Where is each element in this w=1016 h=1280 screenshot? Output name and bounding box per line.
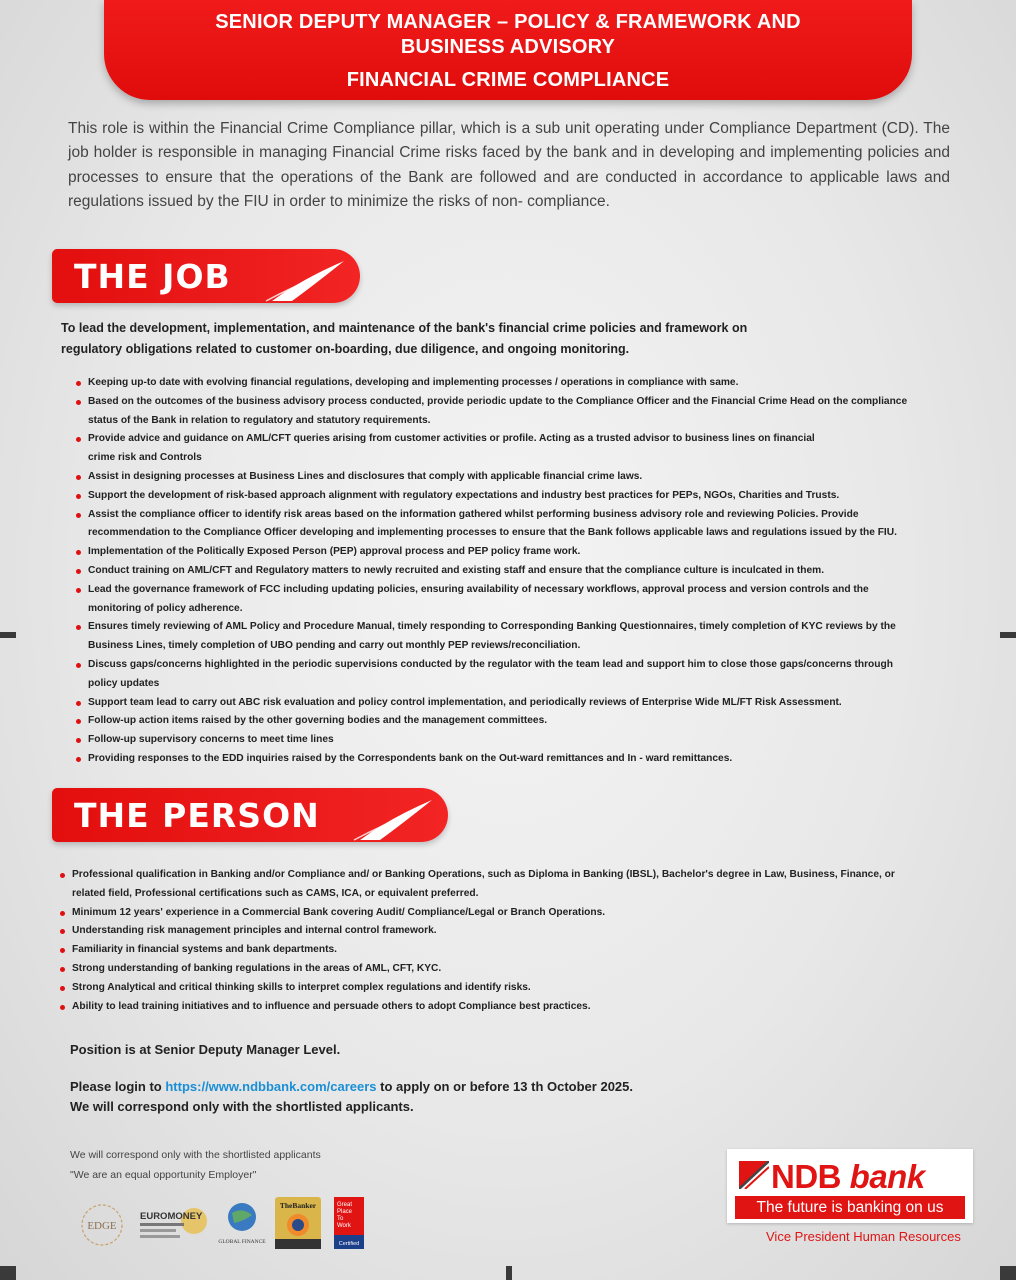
small-notes: [70, 1145, 321, 1185]
the-job-heading: THE JOB: [74, 257, 231, 296]
header-banner: [104, 0, 912, 100]
department-title: FINANCIAL CRIME COMPLIANCE: [346, 69, 670, 91]
list-item: [76, 374, 956, 393]
list-item-line: Provide advice and guidance on AML/CFT queries arising from customer activities or profile. Acting as a trusted advisor to business lines on financial: [88, 433, 815, 445]
the-banker-text: TheBanker: [279, 1201, 317, 1210]
the-person-banner: [52, 788, 448, 842]
great-place-to-work-logo: [332, 1195, 366, 1251]
job-responsibilities-list: [76, 374, 956, 769]
list-item-line: Conduct training on AML/CFT and Regulatory matters to newly recruited and existing staff and ensure that the compliance culture is inculcated in them.: [88, 564, 825, 576]
global-finance-text: GLOBAL FINANCE: [218, 1239, 266, 1245]
the-person-heading: THE PERSON: [74, 796, 320, 835]
ndb-name-part2: bank: [841, 1158, 925, 1195]
shortlist-notice: We will correspond only with the shortlisted applicants.: [70, 1099, 414, 1114]
list-item: [60, 922, 950, 941]
ndb-tagline: The future is banking on us: [735, 1196, 965, 1219]
list-item-line: recommendation to the Compliance Officer developing and implementing processes to ensure that the Bank follows applicable laws and regulations issued by the FIU.: [88, 527, 897, 539]
list-item-line: Discuss gaps/concerns highlighted in the periodic supervisions conducted by the regulator with the team lead and support him to close those gaps/concerns through: [88, 658, 893, 670]
job-lead-line1: To lead the development, implementation, and maintenance of the bank's financial crime policies and framework on: [61, 321, 748, 335]
list-item: [76, 393, 956, 431]
list-item-line: Strong understanding of banking regulations in the areas of AML, CFT, KYC.: [72, 962, 442, 974]
euromoney-award-text: EUROMONEY: [140, 1211, 203, 1222]
job-title-line2: BUSINESS ADVISORY: [400, 36, 616, 58]
list-item: [60, 866, 950, 904]
shortlist-note: We will correspond only with the shortlisted applicants: [70, 1149, 321, 1161]
list-item: [76, 731, 956, 750]
list-item-line: policy updates: [88, 677, 160, 689]
list-item: [76, 712, 956, 731]
frame-gap-bottom: [0, 1266, 16, 1280]
list-item-line: crime risk and Controls: [88, 452, 202, 464]
list-item-line: Lead the governance framework of FCC including updating policies, ensuring availability of necessary workflows, approval process and version controls and the: [88, 583, 869, 595]
list-item: [76, 543, 956, 562]
frame-gap-left: [0, 632, 16, 638]
list-item-line: Assist the compliance officer to identify risk areas based on the information gathered whilst performing business advisory role and reviewing Policies. Provide: [88, 508, 859, 520]
apply-suffix: to apply on or before 13 th October 2025.: [376, 1079, 633, 1094]
list-item-line: Minimum 12 years' experience in a Commercial Bank covering Audit/ Compliance/Legal or Branch Operations.: [72, 906, 606, 918]
list-item-line: Ensures timely reviewing of AML Policy and Procedure Manual, timely responding to Corresponding Banking Questionnaires, timely completion of KYC reviews by the: [88, 621, 896, 633]
gptw-line2: Place: [337, 1209, 353, 1215]
equal-opportunity-note: "We are an equal opportunity Employer": [70, 1169, 257, 1181]
list-item-line: Professional qualification in Banking and/or Compliance and/ or Banking Operations, such as Diploma in Banking (IBSL), Bachelor's degree in Law, Business, Finance, or: [72, 869, 895, 880]
list-item: [76, 487, 956, 506]
list-item: [76, 618, 956, 656]
list-item-line: Understanding risk management principles and internal control framework.: [72, 925, 437, 937]
list-item-line: Based on the outcomes of the business advisory process conducted, provide periodic update to the Compliance Officer and the Financial Crime Head on the compliance: [88, 395, 908, 407]
swoosh-icon: [262, 249, 352, 303]
list-item-line: Keeping up-to date with evolving financial regulations, developing and implementing processes / operations in compliance with same.: [88, 377, 739, 388]
list-item: [60, 998, 950, 1017]
careers-link[interactable]: https://www.ndbbank.com/careers: [165, 1079, 377, 1094]
global-finance-award-logo: [218, 1195, 266, 1251]
list-item: [76, 656, 956, 694]
ndb-stripe-icon: [739, 1161, 769, 1189]
gptw-certified: Certified: [338, 1241, 360, 1247]
gptw-line1: Great: [337, 1202, 353, 1208]
list-item-line: Familiarity in financial systems and bank departments.: [72, 944, 337, 956]
list-item-line: Strong Analytical and critical thinking skills to interpret complex regulations and identify risks.: [72, 981, 531, 993]
job-title-line1: SENIOR DEPUTY MANAGER – POLICY & FRAMEWORK AND: [215, 11, 801, 33]
list-item-line: Implementation of the Politically Exposed Person (PEP) approval process and PEP policy frame work.: [88, 546, 581, 558]
list-item: [60, 904, 950, 923]
list-item-line: status of the Bank in relation to regulatory and statutory requirements.: [88, 414, 431, 426]
list-item-line: Ability to lead training initiatives and to influence and persuade others to adopt Compliance best practices.: [72, 1000, 591, 1012]
intro-paragraph: This role is within the Financial Crime Compliance pillar, which is a sub unit operating under Compliance Department (CD). The job holder is responsible in managing Financial Crime risks faced by the bank and in developing and implementing policies and processes to ensure that the operations of the Bank are followed and are conducted in accordance to applicable laws and regulations issued by the FIU in order to minimize the risks of non- compliance.: [68, 120, 950, 211]
apply-instructions: [70, 1077, 633, 1117]
swoosh-icon: [350, 788, 440, 842]
list-item-line: Support the development of risk-based approach alignment with regulatory expectations and industry best practices for PEPs, NGOs, Charities and Trusts.: [88, 489, 840, 501]
frame-gap-bottom-left: [506, 1266, 512, 1280]
gptw-line4: Work: [337, 1223, 351, 1229]
the-banker-award-logo: [273, 1195, 323, 1251]
ndb-name-part1: NDB: [771, 1158, 841, 1195]
position-level: Position is at Senior Deputy Manager Level.: [70, 1042, 341, 1057]
awards-row: [70, 1195, 370, 1251]
list-item: [60, 979, 950, 998]
list-item: [60, 960, 950, 979]
frame-gap-bottom-right: [1000, 1266, 1016, 1280]
job-lead-text: [61, 318, 821, 360]
list-item-line: Follow-up action items raised by the other governing bodies and the management committees.: [88, 715, 548, 727]
ndb-bank-name: [771, 1158, 925, 1196]
list-item: [76, 581, 956, 619]
edge-award-logo: [70, 1195, 134, 1251]
list-item: [76, 750, 956, 769]
list-item-line: Business Lines, timely completion of UBO pending and carry out monthly PEP reviews/reconciliation.: [88, 640, 581, 652]
list-item: [60, 941, 950, 960]
list-item: [76, 562, 956, 581]
list-item-line: Providing responses to the EDD inquiries raised by the Correspondents bank on the Out-ward remittances and In - ward remittances.: [88, 752, 733, 764]
list-item: [76, 430, 956, 468]
euromoney-award-logo: [136, 1195, 210, 1251]
list-item: [76, 506, 956, 544]
list-item-line: related field, Professional certifications such as CAMS, ICA, or equivalent preferred.: [72, 887, 479, 899]
list-item-line: monitoring of policy adherence.: [88, 602, 243, 614]
gptw-line3: To: [337, 1216, 344, 1222]
list-item: [76, 468, 956, 487]
apply-prefix: Please login to: [70, 1079, 166, 1094]
list-item-line: Assist in designing processes at Business Lines and disclosures that comply with applicable financial crime laws.: [88, 470, 643, 482]
frame-gap-right: [1000, 632, 1016, 638]
ndb-bank-logo: [727, 1149, 973, 1223]
edge-award-text: EDGE: [87, 1220, 117, 1232]
list-item-line: Follow-up supervisory concerns to meet time lines: [88, 734, 334, 746]
list-item-line: Support team lead to carry out ABC risk evaluation and policy control implementation, and periodically reviews of Enterprise Wide ML/FT Risk Assessment.: [88, 696, 842, 708]
person-requirements-list: [60, 866, 950, 1016]
the-job-banner: [52, 249, 360, 303]
job-lead-line2: regulatory obligations related to customer on-boarding, due diligence, and ongoing monitoring.: [61, 342, 630, 356]
list-item: [76, 694, 956, 713]
signoff: Vice President Human Resources: [766, 1229, 961, 1244]
job-title: [104, 10, 912, 60]
